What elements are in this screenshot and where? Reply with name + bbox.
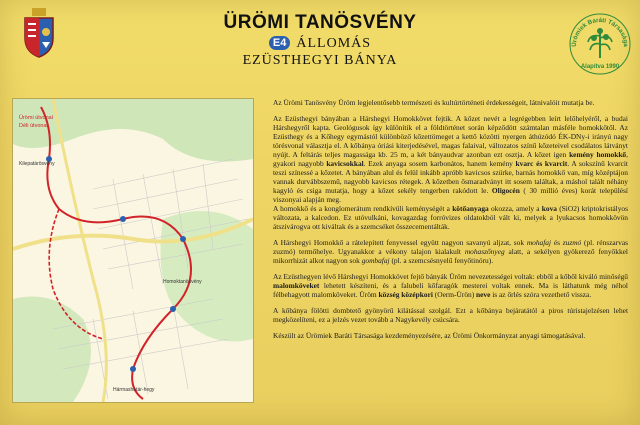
sign-title: ÜRÖMI TANÖSVÉNY — [223, 12, 417, 33]
sign-subtitle: EZÜSTHEGYI BÁNYA — [242, 53, 398, 68]
paragraph-viewpoint: A kőbánya fölötti dombtető gyönyörű kilátással szolgál. Ezt a kőbánya bejáratától a piros túristajelzésen lehet megközelíteni, ez a jelzés vezet tovább a Nagykevély csúcsára. — [273, 306, 628, 324]
paragraph-flora: A Hárshegyi Homokkő a rátelepített fenyvessel együtt nagyon savanyú aljzat, sok mohafaj és zuzmó (pl. rénszarvas zuzmó) termőhelye. Ugyanakkor a vékony talajon kialakult mohaszőnyeg alatt, a sekélyen gyökerező fenyőkkel mikorrhizát alkot nagyon sok gombafaj (pl. a szemcsésnyelű fenyőtinóru). — [273, 238, 628, 265]
badge-year: Alapítva 1990 — [580, 64, 620, 70]
map-label-5: Hármashatár-hegy — [113, 387, 155, 393]
paragraph-credits: Készült az Ürömiek Baráti Társasága kezdeményezésére, az Ürömi Önkormányzat anyagi támogatásával. — [273, 331, 586, 340]
station-label: ÁLLOMÁS — [296, 36, 372, 51]
paragraph-intro: Az Ürömi Tanösvény Üröm legjelentősebb természeti és kultúrtörténeti érdekességeit, látnivalóit mutatja be. — [273, 98, 595, 107]
paragraph-history: Az Ezüsthegyen lévő Hárshegyi Homokkövet fejtő bányák Üröm nevezetességei voltak: ebből a kőből kiváló minőségű malomköveket lehetett készíteni, és a falubeli kőfaragók mesterei voltak ennek. Ma is láthatunk még néhol félbehagyott malomköveket. Üröm község középkori (Oerm-Ürön) neve is az őrlés szóra vezethető vissza. — [273, 272, 628, 299]
map-label-1: Ürömi útvonal — [19, 115, 53, 121]
paragraph-geology: Az Ezüsthegyi bányában a Hárshegyi Homokkövet fejtik. A kőzet nevét a legrégebben leírt lelőhelyéről, a budai Hárshegyről kapta. Geológusok így különítik el a földtörténet során képződött számtalan másféle homokkőtől. Az Ezüsthegy és a Kőhegy egymástól különböző kőzettömeget a kettő közötti nyergen áthúzódó ÉK-DNy-i irányú nagy törésvonal választja el. A kőbánya óriási kiterjedésével, magas falaival, változatos színű kőzeteivel csodálatos látványt nyújt. A feltárás teljes magassága kb. 25 m, a két bányaudvar azonban ezt osztja. A kőzet igen kemény homokkő, gyakori nagyobb kavicsokkal. Ezek anyaga sosem karbonátos, hanem kemény kvarc és kvarcit. A sokszínű kvarcit teszi színessé a kőzetet. A bányában alul és felül inkább apróbb kavicsos szürke, barnás homokkő van, míg középtájon vannak durvábbszemű, nagyobb kavicsos rétegek. A kőzetben ősmaradványt itt sosem találtak, a máshol talált néhány kagyló és csiga mutatja, hogy a kőzet sekély tengerben rakódott le. Oligocén ( 30 millió éves) korát településí viszonyai alapján meg. A homokkő és a konglomerátum rendkívüli keménységét a kötőanyaga okozza, amely a kova (SiO2) kriptokristályos változata, a kalcedon. Ez utóvulkáni, kovagazdag forróvizes oldatokból vált ki, melyek a lyukacsos homokkövön átszivárogva ott kiváltak és a szemcséket összecementálták. — [273, 114, 628, 231]
sign-body-text — [273, 98, 628, 347]
map-label-4: Homoktanösvény — [163, 279, 202, 285]
map-label-3: Kilepatárösvény — [19, 161, 55, 167]
trail-map-drawing — [13, 99, 253, 402]
map-label-2: Déli útvonal — [19, 123, 48, 129]
trail-map — [12, 98, 254, 403]
society-badge-icon — [568, 12, 632, 76]
badge-ring-text: Ürömiek Baráti Társasága — [570, 16, 630, 48]
station-line — [0, 36, 640, 52]
station-code-badge: E4 — [269, 36, 290, 50]
